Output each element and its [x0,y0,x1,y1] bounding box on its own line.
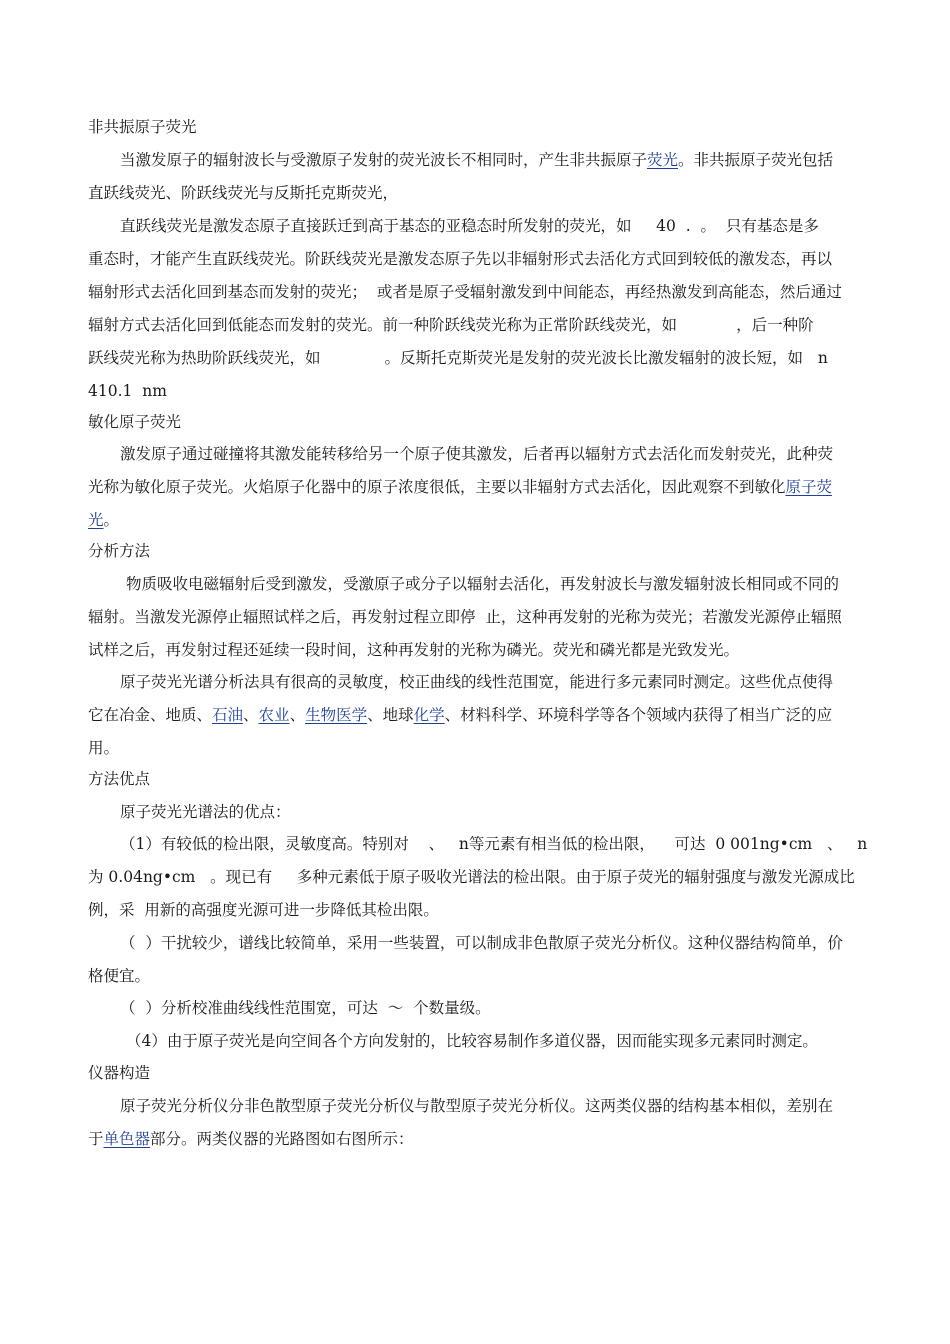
text: 部分。两类仪器的光路图如右图所示： [150,1130,414,1148]
list-item: （1）有较低的检出限，灵敏度高。特别对 、 n等元素有相当低的检出限， 可达 0 001ng•cm 、 n [120,835,868,853]
paragraph-line: 试样之后，再发射过程还延续一段时间，这种再发射的光称为磷光。荧光和磷光都是光致发光。 [88,641,740,659]
heading-instrument-structure: 仪器构造 [88,1064,151,1082]
paragraph-line: 原子荧光光谱法的优点： [120,803,291,821]
paragraph-line: 辐射形式去活化回到基态而发射的荧光； 或者是原子受辐射激发到中间能态，再经热激发到高能态，然后通过 [88,283,842,301]
link-chemistry[interactable]: 化学 [413,706,445,724]
text: 于 [88,1130,104,1148]
heading-analysis-method: 分析方法 [88,542,151,560]
text: 光称为敏化原子荧光。火焰原子化器中的原子浓度很低，主要以非辐射方式去活化，因此观察不到敏化 [88,478,786,496]
text: 、 [289,706,306,724]
heading-nonresonance-fluorescence: 非共振原子荧光 [88,118,197,136]
paragraph-line: 跃线荧光称为热助阶跃线荧光，如 。反斯托克斯荧光是发射的荧光波长比激发辐射的波长短，如 n [88,349,828,367]
paragraph-line [88,510,119,530]
paragraph-line: 辐射方式去活化回到低能态而发射的荧光。前一种阶跃线荧光称为正常阶跃线荧光，如 ，后一种阶 [88,316,814,334]
heading-method-advantages: 方法优点 [88,770,151,788]
text: 。非共振原子荧光包括 [678,151,834,169]
paragraph-line: 例，采 用新的高强度光源可进一步降低其检出限。 [88,901,439,919]
text: 。 [103,511,120,529]
link-biomedicine[interactable]: 生物医学 [305,706,368,724]
list-item: （ ）干扰较少，谱线比较简单，采用一些装置，可以制成非色散原子荧光分析仪。这种仪器结构简单，价 [120,934,843,952]
paragraph-line [88,705,832,725]
text: 、 [243,706,259,724]
paragraph-line [88,1129,414,1149]
paragraph-line: 直跃线荧光是激发态原子直接跃迁到高于基态的亚稳态时所发射的荧光，如 40 . 。 只有基态是多 [120,217,819,235]
heading-sensitized-fluorescence: 敏化原子荧光 [88,413,182,431]
link-agriculture[interactable]: 农业 [258,706,290,724]
text: 、地球 [367,706,414,724]
link-monochromator[interactable]: 单色器 [103,1130,151,1148]
text: 它在冶金、地质、 [88,706,213,724]
list-item: （4）由于原子荧光是向空间各个方向发射的，比较容易制作多道仪器，因而能实现多元素同时测定。 [126,1032,818,1050]
link-atomic-fluorescence[interactable]: 原子荧 [785,478,833,496]
paragraph-line: 410.1 nm [88,382,167,400]
paragraph-line: 直跃线荧光、阶跃线荧光与反斯托克斯荧光， [88,184,399,202]
text: 当激发原子的辐射波长与受激原子发射的荧光波长不相同时，产生非共振原子 [120,151,648,169]
paragraph-line: 物质吸收电磁辐射后受到激发，受激原子或分子以辐射去活化，再发射波长与激发辐射波长相同或不同的 [126,575,840,593]
link-petroleum[interactable]: 石油 [212,706,244,724]
paragraph-line: 激发原子通过碰撞将其激发能转移给另一个原子使其激发，后者再以辐射方式去活化而发射荧光，此种荧 [120,445,834,463]
paragraph-line: 为 0.04ng•cm 。现已有 多种元素低于原子吸收光谱法的检出限。由于原子荧光的辐射强度与激发光源成比 [88,868,855,886]
paragraph-line [120,150,833,170]
paragraph-line: 原子荧光光谱分析法具有很高的灵敏度，校正曲线的线性范围宽，能进行多元素同时测定。这些优点使得 [120,673,834,691]
paragraph-line: 重态时，才能产生直跃线荧光。阶跃线荧光是激发态原子先以非辐射形式去活化方式回到较低的激发态，再以 [88,250,833,268]
paragraph-line: 格便宜。 [88,967,151,985]
paragraph-line: 原子荧光分析仪分非色散型原子荧光分析仪与散型原子荧光分析仪。这两类仪器的结构基本相似，差别在 [120,1097,834,1115]
paragraph-line: 辐射。当激发光源停止辐照试样之后，再发射过程立即停 止，这种再发射的光称为荧光；若激发光源停止辐照 [88,608,842,626]
list-item: （ ）分析校准曲线线性范围宽，可达 ～ 个数量级。 [120,999,491,1017]
link-atomic-fluorescence-end[interactable]: 光 [88,511,104,529]
link-fluorescence[interactable]: 荧光 [647,151,679,169]
text: 、材料科学、环境科学等各个领域内获得了相当广泛的应 [444,706,833,724]
paragraph-line [88,477,832,497]
paragraph-line: 用。 [88,739,120,757]
